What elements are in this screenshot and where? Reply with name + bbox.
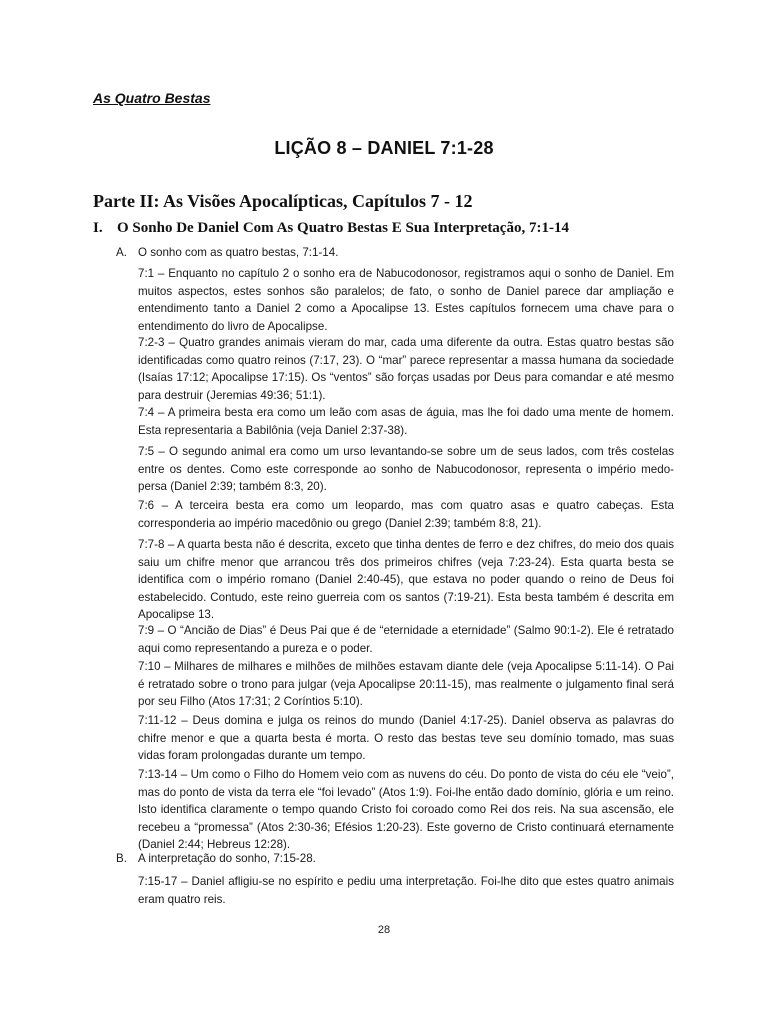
paragraph-7-6: 7:6 – A terceira besta era como um leopardo, mas com quatro asas e quatro cabeças. Esta corresponderia ao império macedônio ou grego (Daniel 2:39; também 8:8, 21). xyxy=(138,499,674,530)
paragraph-7-13-14: 7:13-14 – Um como o Filho do Homem veio com as nuvens do céu. Do ponto de vista do céu ele “veio”, mas do ponto de vista da terra ele “foi levado” (Atos 1:9). Foi-lhe então dado domínio, glória e um reino. Isto identifica claramente o tempo quando Cristo foi coroado como Rei dos reis. Na sua ascensão, ele recebeu a “promessa” (Atos 2:30-36; Efésios 1:20-23). Este governo de Cristo continuará eternamente (Daniel 2:44; Hebreus 12:28). xyxy=(138,768,674,852)
section-title: O Sonho De Daniel Com As Quatro Bestas E Sua Interpretação, 7:1-14 xyxy=(117,220,569,236)
section-heading xyxy=(93,220,569,237)
paragraph-7-15-17: 7:15-17 – Daniel afligiu-se no espírito e pediu uma interpretação. Foi-lhe dito que estes quatro animais eram quatro reis. xyxy=(138,875,674,906)
lesson-title: LIÇÃO 8 – DANIEL 7:1-28 xyxy=(274,138,494,158)
paragraph-7-7-8: 7:7-8 – A quarta besta não é descrita, exceto que tinha dentes de ferro e dez chifres, do meio dos quais saiu um chifre menor que arrancou três dos primeiros chifres (veja 7:23-24). Esta quarta besta se identifica com o império romano (Daniel 2:40-45), que estava no poder quando o reino de Deus foi estabelecido. Contudo, este reino guerreia com os santos (7:19-21). Esta besta também é descrita em Apocalipse 13. xyxy=(138,538,674,622)
paragraph-7-10: 7:10 – Milhares de milhares e milhões de milhões estavam diante dele (veja Apocalipse 5:11-14). O Pai é retratado sobre o trono para julgar (veja Apocalipse 20:11-15), mas realmente o julgamento final será por seu Filho (Atos 17:31; 2 Coríntios 5:10). xyxy=(138,660,674,709)
running-head: As Quatro Bestas xyxy=(93,90,211,106)
subsection-b-title: A interpretação do sonho, 7:15-28. xyxy=(138,852,316,865)
paragraph-7-1: 7:1 – Enquanto no capítulo 2 o sonho era de Nabucodonosor, registramos aqui o sonho de Daniel. Em muitos aspectos, estes sonhos são paralelos; de fato, o sonho de Daniel parece dar ampliação e entendimento tanto a Daniel 2 como a Apocalipse 13. Estes capítulos fornecem uma chave para o entendimento do livro de Apocalipse. xyxy=(138,267,674,333)
page-number: 28 xyxy=(377,924,391,936)
subsection-b-heading xyxy=(116,852,316,865)
paragraph-7-5: 7:5 – O segundo animal era como um urso levantando-se sobre um de seus lados, com três costelas entre os dentes. Como este corresponde ao sonho de Nabucodonosor, representa o império medo-persa (Daniel 2:39; também 8:3, 20). xyxy=(138,445,674,494)
paragraph-7-4: 7:4 – A primeira besta era como um leão com asas de águia, mas lhe foi dado uma mente de homem. Esta representaria a Babilônia (veja Daniel 2:37-38). xyxy=(138,406,674,437)
subsection-a-heading xyxy=(116,246,338,259)
subsection-b-letter: B. xyxy=(116,852,127,865)
part-heading: Parte II: As Visões Apocalípticas, Capítulos 7 - 12 xyxy=(93,191,473,211)
paragraph-7-2-3: 7:2-3 – Quatro grandes animais vieram do mar, cada uma diferente da outra. Estas quatro bestas são identificadas como quatro reinos (7:17, 23). O “mar” parece representar a massa humana da sociedade (Isaías 17:12; Apocalipse 17:15). Os “ventos” são forças usadas por Deus para comandar e até mesmo para destruir (Jeremias 49:36; 51:1). xyxy=(138,336,674,402)
section-number: I. xyxy=(93,220,103,236)
subsection-a-title: O sonho com as quatro bestas, 7:1-14. xyxy=(138,246,339,259)
paragraph-7-9: 7:9 – O “Ancião de Dias” é Deus Pai que é de “eternidade a eternidade” (Salmo 90:1-2). Ele é retratado aqui como representando a pureza e o poder. xyxy=(138,624,674,655)
subsection-a-letter: A. xyxy=(116,246,127,259)
paragraph-7-11-12: 7:11-12 – Deus domina e julga os reinos do mundo (Daniel 4:17-25). Daniel observa as palavras do chifre menor e que a quarta besta é morta. O resto das bestas teve seu domínio tomado, mas suas vidas foram prolongadas durante um tempo. xyxy=(138,714,674,763)
